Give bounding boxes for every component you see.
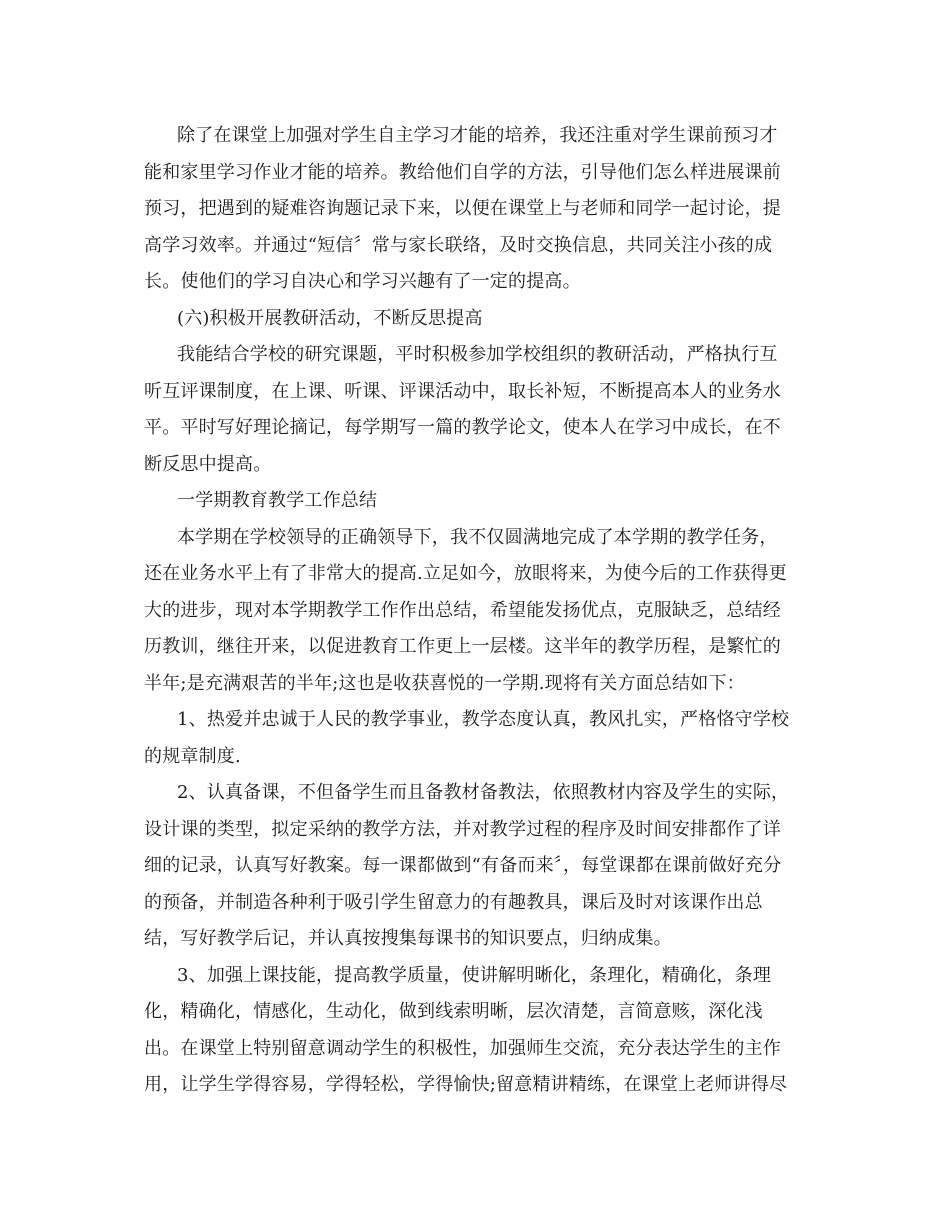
paragraph-line: 本学期在学校领导的正确领导下，我不仅圆满地完成了本学期的教学任务，	[177, 526, 778, 548]
list-item-continuation: 设计课的类型，拟定采纳的教学方法，并对教学过程的程序及时间安排都作了详	[144, 818, 781, 840]
section-heading: (六)积极开展教研活动，不断反思提高	[177, 307, 483, 329]
list-item-continuation: 用，让学生学得容易，学得轻松，学得愉快;留意精讲精练，在课堂上老师讲得尽	[144, 1074, 788, 1095]
paragraph-line: 断反思中提高。	[144, 453, 272, 475]
paragraph-line: 长。使他们的学习自决心和学习兴趣有了一定的提高。	[144, 271, 581, 292]
document-body	[144, 118, 809, 1104]
paragraph-line: 高学习效率。并通过“短信〞常与家长联络，及时交换信息，共同关注小孩的成	[144, 234, 773, 256]
list-item: 1、热爱并忠诚于人民的教学事业，教学态度认真，教风扎实，严格恪守学校	[177, 709, 790, 730]
paragraph-line: 能和家里学习作业才能的培养。教给他们自学的方法，引导他们怎么样进展课前	[144, 161, 781, 183]
list-item: 3、加强上课技能，提高教学质量，使讲解明晰化，条理化，精确化，条理	[177, 964, 772, 986]
list-item-continuation: 化，精确化，情感化，生动化，做到线索明晰，层次清楚，言简意赅，深化浅	[144, 1001, 763, 1022]
paragraph-line: 除了在课堂上加强对学生自主学习才能的培养，我还注重对学生课前预习才	[177, 125, 778, 146]
list-item-continuation: 细的记录，认真写好教案。每一课都做到“有备而来〞，每堂课都在课前做好充分	[144, 855, 782, 876]
paragraph-line: 我能结合学校的研究课题，平时积极参加学校组织的教研活动，严格执行互	[177, 344, 778, 365]
paragraph-line: 大的进步，现对本学期教学工作作出总结，希望能发扬优点，克服缺乏，总结经	[144, 599, 781, 621]
list-item: 2、认真备课，不但备学生而且备教材备教法，依照教材内容及学生的实际，	[177, 782, 790, 803]
document-title: 一学期教育教学工作总结	[177, 490, 378, 511]
list-item-continuation: 结，写好教学后记，并认真按搜集每课书的知识要点，归纳成集。	[144, 928, 672, 949]
list-item-continuation: 的规章制度.	[144, 745, 241, 767]
list-item-continuation: 的预备，并制造各种利于吸引学生留意力的有趣教具，课后及时对该课作出总	[144, 891, 763, 913]
paragraph-line: 历教训，继往开来，以促进教育工作更上一层楼。这半年的教学历程，是繁忙的	[144, 636, 781, 657]
list-item-continuation: 出。在课堂上特别留意调动学生的积极性，加强师生交流，充分表达学生的主作	[144, 1037, 781, 1059]
paragraph-line: 听互评课制度，在上课、听课、评课活动中，取长补短，不断提高本人的业务水	[144, 380, 781, 402]
paragraph-line: 预习，把遇到的疑难咨询题记录下来，以便在课堂上与老师和同学一起讨论，提	[144, 198, 781, 219]
paragraph-line: 还在业务水平上有了非常大的提高.立足如今，放眼将来，为使今后的工作获得更	[144, 563, 787, 584]
paragraph-line: 半年;是充满艰苦的半年;这也是收获喜悦的一学期.现将有关方面总结如下：	[144, 672, 745, 694]
paragraph-line: 平。平时写好理论摘记，每学期写一篇的教学论文，使本人在学习中成长，在不	[144, 417, 781, 438]
